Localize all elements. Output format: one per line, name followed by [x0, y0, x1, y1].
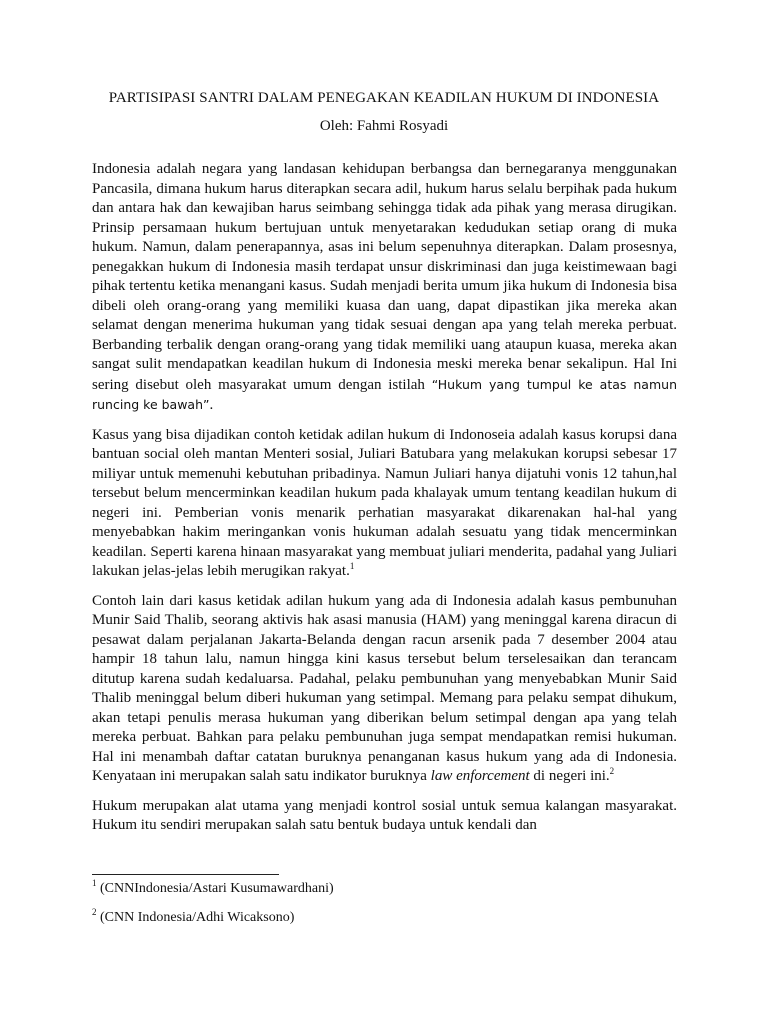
paragraph-3	[92, 592, 677, 787]
footnote-ref-2: 2	[609, 766, 615, 776]
footnote-2	[92, 907, 295, 926]
paragraph-1-text: Indonesia adalah negara yang landasan kehidupan berbangsa dan bernegaranya menggunakan Pancasila, dimana hukum harus diterapkan secara adil, hukum harus selalu berpihak pada hukum dan antara hak dan kewajiban harus seimbang sehingga tidak ada pihak yang merasa dirugikan. Prinsip persamaan hukum bertujuan untuk menyetarakan kedudukan setiap orang di muka hukum. Namun, dalam penerapannya, asas ini belum sepenuhnya diterapkan. Dalam prosesnya, penegakkan hukum di Indonesia masih terdapat unsur diskriminasi dan juga keistimewaan bagi pihak tertentu ketika menangani kasus. Sudah menjadi berita umum jika hukum di Indonesia bisa dibeli oleh orang-orang yang memiliki kuasa dan uang, dapat dipastikan jika mereka akan selamat dengan menerima hukuman yang tidak sesuai dengan apa yang telah mereka perbuat. Berbanding terbalik dengan orang-orang yang tidak memiliki uang ataupun kuasa, mereka akan sangat sulit mendapatkan keadilan hukum di Indonesia meski mereka benar sekalipun. Hal Ini sering disebut oleh masyarakat umum dengan istilah	[92, 161, 677, 393]
footnote-1	[92, 878, 334, 897]
footnote-2-text: (CNN Indonesia/Adhi Wicaksono)	[100, 910, 295, 925]
footnote-1-number: 1	[92, 878, 97, 888]
footnote-1-text: (CNNIndonesia/Astari Kusumawardhani)	[100, 881, 334, 896]
footnote-2-number: 2	[92, 907, 97, 917]
paragraph-3-end: di negeri ini.	[533, 768, 610, 784]
footnote-divider	[92, 874, 279, 875]
paragraph-1-end: .	[209, 397, 214, 413]
paragraph-2-text: Kasus yang bisa dijadikan contoh ketidak adilan hukum di Indonoseia adalah kasus korupsi dana bantuan social oleh mantan Menteri sosial, Juliari Batubara yang melakukan korupsi sebesar 17 miliyar untuk memenuhi kebutuhan pribadinya. Namun Juliari hanya dijatuhi vonis 12 tahun,hal tersebut belum mencerminkan keadilan hukum pada khalayak umum tentang keadilan hukum di negeri ini. Pemberian vonis menarik perhatian masyarakat dikarenakan hal-hal yang menyebabkan hakim meringankan vonis hukuman adalah sesuatu yang tidak mencerminkan keadilan. Seperti karena hinaan masyarakat yang membuat juliari menderita, padahal yang Juliari lakukan jelas-jelas lebih merugikan rakyat.	[92, 426, 677, 579]
paragraph-4	[92, 797, 677, 836]
paragraph-2	[92, 426, 677, 582]
paragraph-3-italic: law enforcement	[430, 768, 530, 784]
document-body	[92, 160, 677, 846]
paragraph-1	[92, 160, 677, 416]
footnote-ref-1: 1	[349, 561, 355, 571]
document-author: Oleh: Fahmi Rosyadi	[319, 118, 449, 134]
paragraph-1-quote: “Hukum yang tumpul ke atas namun runcing ke bawah”	[92, 376, 677, 412]
paragraph-3-text: Contoh lain dari kasus ketidak adilan hukum yang ada di Indonesia adalah kasus pembunuhan Munir Said Thalib, seorang aktivis hak asasi manusia (HAM) yang meninggal karena diracun di pesawat dalam perjalanan Jakarta-Belanda dengan racun arsenik pada 7 desember 2004 atau hampir 18 tahun lalu, namun hingga kini kasus tersebut belum terselesaikan dan terancam ditutup karena sudah kedaluarsa. Padahal, pelaku pembunuhan yang menyebabkan Munir Said Thalib meninggal belum diberi hukuman yang setimpal. Memang para pelaku sempat dihukum, akan tetapi penulis merasa hukuman yang diberikan belum setimpal dengan apa yang telah mereka perbuat. Bahkan para pelaku pembunuhan juga sempat mendapatkan remisi hukuman. Hal ini menambah daftar catatan buruknya penanganan kasus hukum yang ada di Indonesia. Kenyataan ini merupakan salah satu indikator buruknya	[92, 592, 677, 784]
paragraph-4-text: Hukum merupakan alat utama yang menjadi kontrol sosial untuk semua kalangan masyarakat. Hukum itu sendiri merupakan salah satu bentuk budaya untuk kendali dan	[92, 797, 677, 833]
document-title: PARTISIPASI SANTRI DALAM PENEGAKAN KEADILAN HUKUM DI INDONESIA	[108, 90, 660, 106]
